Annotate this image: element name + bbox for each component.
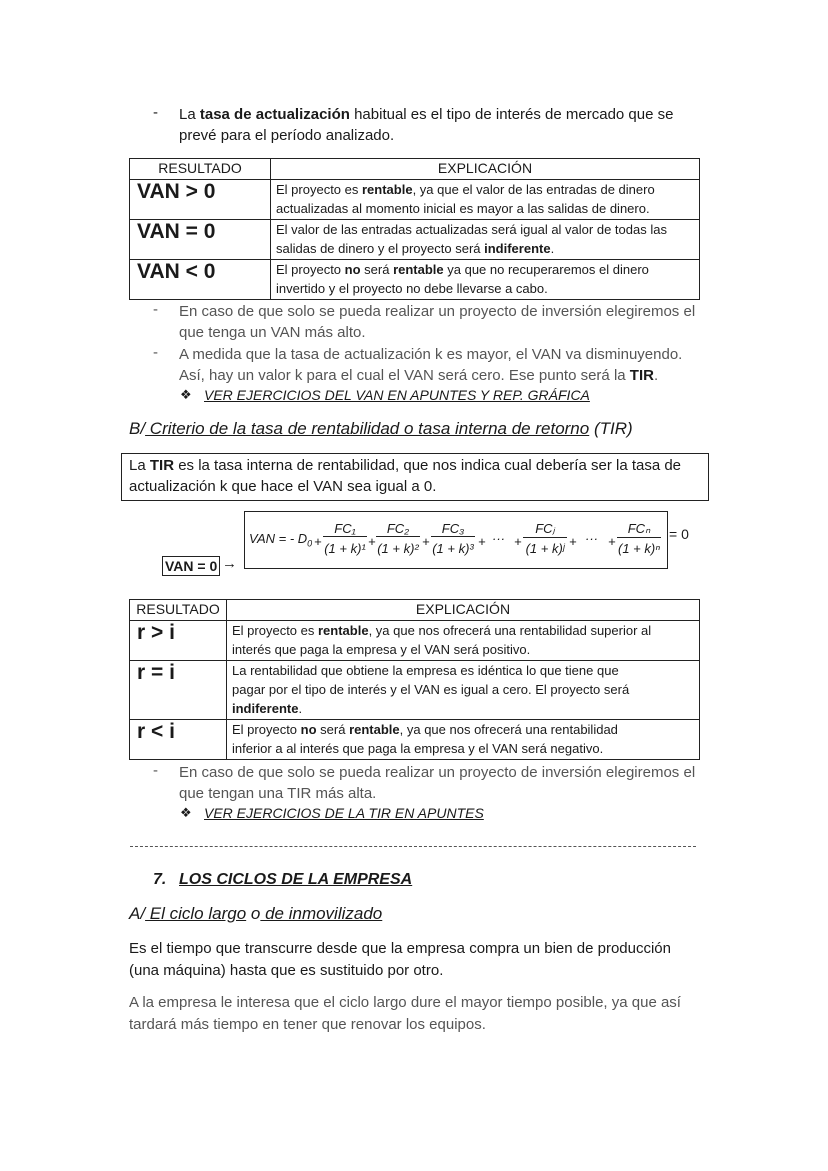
table-row bbox=[130, 220, 700, 260]
fraction-denominator: (1 + k)¹ bbox=[324, 541, 366, 556]
van-zero-label: VAN = 0 bbox=[162, 556, 220, 576]
formula-dots: ··· bbox=[492, 531, 505, 546]
result-cell: VAN < 0 bbox=[130, 260, 271, 300]
tir-note-line2: que tengan una TIR más alta. bbox=[179, 785, 377, 802]
explanation-cell: El proyecto es rentable, ya que nos ofrecerá una rentabilidad superior al interés que paga la empresa y el VAN será positivo. bbox=[227, 621, 700, 661]
formula-plus: + bbox=[608, 534, 616, 549]
result-cell: VAN > 0 bbox=[130, 180, 271, 220]
para2-line1: A la empresa le interesa que el ciclo largo dure el mayor tiempo posible, ya que así bbox=[129, 994, 681, 1011]
para2-line2: tardará más tiempo en tener que renovar los equipos. bbox=[129, 1016, 486, 1033]
tir-table bbox=[129, 599, 700, 760]
para1-line2: (una máquina) hasta que es sustituido por otro. bbox=[129, 962, 444, 979]
section-7-number: 7. bbox=[153, 871, 167, 888]
note-dash: - bbox=[153, 762, 158, 779]
table-row bbox=[130, 720, 700, 760]
table-row bbox=[130, 180, 700, 220]
van-note1-line1: En caso de que solo se pueda realizar un proyecto de inversión elegiremos el bbox=[179, 303, 696, 320]
note-dash: - bbox=[153, 301, 158, 318]
section-b-heading: B/ Criterio de la tasa de rentabilidad o tasa interna de retorno (TIR) bbox=[129, 419, 633, 438]
col-header-explicacion: EXPLICACIÓN bbox=[271, 159, 700, 180]
table-row bbox=[130, 621, 700, 661]
section-a-heading: A/ El ciclo largo o de inmovilizado bbox=[129, 904, 383, 923]
fraction-denominator: (1 + k)ⁿ bbox=[618, 541, 660, 556]
formula-plus: + bbox=[569, 534, 577, 549]
fraction-denominator: (1 + k)³ bbox=[432, 541, 474, 556]
col-header-resultado: RESULTADO bbox=[130, 159, 271, 180]
arrow-icon: → bbox=[222, 555, 237, 572]
para1-line1: Es el tiempo que transcurre desde que la empresa compra un bien de producción bbox=[129, 940, 671, 957]
formula-plus: + bbox=[422, 534, 430, 549]
explanation-cell: La rentabilidad que obtiene la empresa es idéntica lo que tiene que pagar por el tipo de interés y el VAN es igual a cero. El proyecto será indiferente. bbox=[227, 661, 700, 720]
section-7-title: LOS CICLOS DE LA EMPRESA bbox=[179, 871, 413, 888]
table-row bbox=[130, 661, 700, 720]
result-cell: VAN = 0 bbox=[130, 220, 271, 260]
result-cell: r < i bbox=[130, 720, 227, 760]
intro-dash: - bbox=[153, 104, 158, 121]
van-table bbox=[129, 158, 700, 300]
fraction-numerator: FCⱼ bbox=[523, 521, 567, 538]
diamond-bullet-icon: ❖ bbox=[180, 387, 192, 402]
intro-line2: prevé para el período analizado. bbox=[179, 127, 395, 144]
formula-lhs: VAN = - $D_0$ bbox=[249, 531, 313, 549]
tir-note-line1: En caso de que solo se pueda realizar un proyecto de inversión elegiremos el bbox=[179, 764, 696, 781]
tir-def-line2: actualización k que hace el VAN sea igual a 0. bbox=[129, 478, 437, 495]
van-note2-line2: Así, hay un valor k para el cual el VAN será cero. Ese punto será la TIR. bbox=[179, 367, 659, 384]
explanation-cell: El proyecto no será rentable ya que no recuperaremos el dinero invertido y el proyecto no debe llevarse a cabo. bbox=[271, 260, 700, 300]
fraction-numerator: FC₂ bbox=[376, 521, 420, 537]
fraction-numerator: FCₙ bbox=[617, 521, 661, 538]
explanation-cell: El proyecto no será rentable, ya que nos ofrecerá una rentabilidad inferior a al interés que paga la empresa y el VAN será negativo. bbox=[227, 720, 700, 760]
van-note1-line2: que tenga un VAN más alto. bbox=[179, 324, 366, 341]
formula-plus: + bbox=[368, 534, 376, 549]
result-cell: r > i bbox=[130, 621, 227, 661]
formula-rhs: = 0 bbox=[669, 526, 689, 542]
tir-def-line1: La TIR es la tasa interna de rentabilidad, que nos indica cual debería ser la tasa de bbox=[129, 457, 682, 474]
intro-line1: La tasa de actualización habitual es el tipo de interés de mercado que se bbox=[179, 106, 674, 123]
formula-plus: + bbox=[478, 534, 486, 549]
result-cell: r = i bbox=[130, 661, 227, 720]
formula-plus: + bbox=[514, 534, 522, 549]
dashed-separator bbox=[130, 846, 696, 847]
explanation-cell: El proyecto es rentable, ya que el valor de las entradas de dinero actualizadas al momento inicial es mayor a las salidas de dinero. bbox=[271, 180, 700, 220]
fraction-numerator: FC₃ bbox=[431, 521, 475, 537]
explanation-cell: El valor de las entradas actualizadas será igual al valor de todas las salidas de dinero y el proyecto será indiferente. bbox=[271, 220, 700, 260]
table-row bbox=[130, 260, 700, 300]
diamond-bullet-icon: ❖ bbox=[180, 805, 192, 820]
tir-exercises-link[interactable]: VER EJERCICIOS DE LA TIR EN APUNTES bbox=[204, 805, 484, 821]
fraction-numerator: FC₁ bbox=[323, 521, 367, 537]
col-header-resultado: RESULTADO bbox=[130, 600, 227, 621]
formula-plus: + bbox=[314, 534, 322, 549]
formula-dots: ··· bbox=[585, 531, 598, 546]
col-header-explicacion: EXPLICACIÓN bbox=[227, 600, 700, 621]
van-note2-line1: A medida que la tasa de actualización k es mayor, el VAN va disminuyendo. bbox=[179, 346, 683, 363]
van-exercises-link[interactable]: VER EJERCICIOS DEL VAN EN APUNTES Y REP. GRÁFICA bbox=[204, 387, 590, 403]
fraction-denominator: (1 + k)ʲ bbox=[525, 541, 565, 556]
fraction-denominator: (1 + k)² bbox=[377, 541, 419, 556]
note-dash: - bbox=[153, 344, 158, 361]
